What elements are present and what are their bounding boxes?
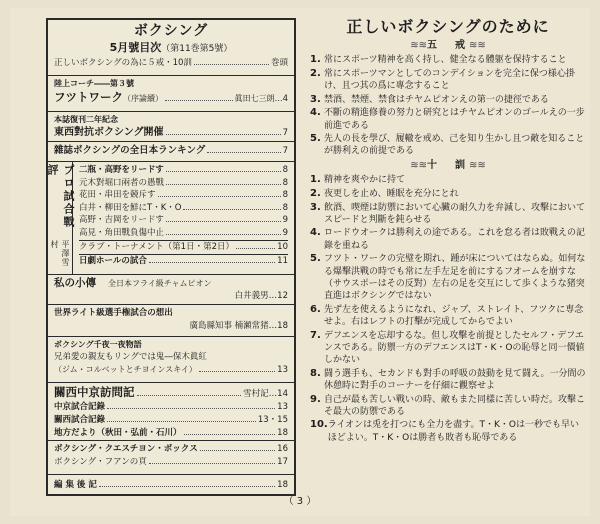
toc-section-east-west[interactable]: 本誌復刊二年紀念 東西對抗ボクシング開催 7: [48, 112, 294, 142]
toc-section-world[interactable]: 世界ライト級選手権試合の想出 廣島縣知事 楠瀬常猪 … 18: [48, 305, 294, 337]
toc-entry[interactable]: 地方だより（秋田・弘前・石川） 18: [54, 428, 288, 438]
list-item: 4. ロードウオークは勝利えの途である。これを怠る者は敗戰えの記錄を重ねる: [310, 227, 586, 251]
toc-section-night-story[interactable]: ボクシング千夜一夜物語 兄弟愛の親友もリングでは鬼―保木眞紅 （ジム・コルベットとチヨインスキイ） 13: [48, 337, 294, 383]
list-item: 5. 先人の長を學び、履轍を戒め、己を知り生かし且つ敵を知ることが勝利えの前提である: [310, 133, 585, 157]
list-item: 2. 夜更しを止め、睡眠を充分にとれ: [310, 187, 459, 199]
list-item: 9. 自己が最も苦しい戰いの時、敵もまた同樣に苦しい時だ。攻擊こそ最大の防禦である: [310, 393, 586, 417]
pro-label: プロ試合戰評: [46, 164, 75, 229]
toc-entry[interactable]: 高野・吉岡をリードす 9: [79, 215, 288, 225]
article-title: 正しいボクシングのために: [346, 17, 550, 36]
toc-section-coach[interactable]: 陸上コーチ――第３號 フツトワーク （序論續） 眞田七三朗 … 4: [48, 76, 294, 112]
list-item: 2. 常にスポーツマンとしてのコンデイションを完全に保つ様心掛け、且つ其の爲に專念すること: [310, 67, 575, 91]
ten-lessons-list: [310, 174, 586, 444]
list-item: 6. 先ず左を使えるようになれ、ジャブ、ストレイト、フツクに専念せよ。右はレフトの打擊が完成してからでよい: [310, 303, 584, 327]
list-item: 3. 禁酒、禁煙、禁食はチヤムピオンえの第一の捷徑である: [310, 93, 549, 105]
toc-entry[interactable]: 白井・柳田を鮮にT・K・O 8: [79, 202, 288, 213]
list-item: 3. 飲酒、喫煙は防禦において心臟の耐久力を弁減し、攻擊においてスピードと判斷を鈍らせる: [310, 201, 586, 225]
toc-section-kansai[interactable]: 關西中京訪問記 雪村記 … 14 中京試合記錄 13 關西試合記錄 13・15 地方だより（秋田・弘前・石川） 18: [48, 383, 294, 441]
table-of-contents: [46, 18, 296, 496]
toc-entry[interactable]: 日劇ホールの試合 11: [79, 255, 288, 266]
toc-header: [48, 20, 294, 76]
toc-entry[interactable]: 中京試合記錄 13: [54, 402, 288, 412]
toc-section-ranking[interactable]: 雜誌ボクシングの全日本ランキング 7: [48, 142, 294, 162]
five-precepts-list: [310, 54, 586, 158]
article: [310, 16, 586, 445]
toc-entry[interactable]: 高見・角田戰負傷中止 9: [79, 227, 288, 238]
toc-entry[interactable]: クラブ・トーナメント（第1日・第2日） 10: [79, 242, 288, 252]
toc-entry[interactable]: 二瓶・高野をリードす 8: [79, 165, 288, 175]
toc-entry[interactable]: 花田・串田を競斥す 8: [79, 190, 288, 200]
list-item: 10. ライオンは兎を打つにも全力を盡す。T・K・Oは一秒でも早いほどよい。T・K・Oは勝者も敗者も恥辱である: [310, 419, 579, 443]
ten-lessons-heading: ≋≋十 訓≋≋: [410, 160, 486, 172]
list-item: 5. フツト・ワークの完璧を期れ、踵が床についてはならぬ。如何なる爆擊洪戰の時でも常に左手左足を前にするフオームを崩すな（サウスポーはその反對）左右の足を交互にして歩くような猪突直進はボクシングではない: [310, 253, 586, 301]
list-item: 1. 常にスポーツ精神を高く持し、健全なる體躯を保持すること: [310, 54, 567, 65]
toc-entry[interactable]: 元木對堀口兩者の愚戰 8: [79, 177, 288, 188]
page-number: （ 3 ）: [283, 496, 317, 507]
toc-entry-lead[interactable]: 正しいボクシングの為に５戒・10訓 巻頭: [54, 58, 288, 68]
toc-section-editor[interactable]: 編 集 後 記 18: [54, 480, 288, 490]
toc-entry[interactable]: 關西試合記錄 13・15: [54, 415, 288, 425]
list-item: 1. 精神を爽やかに持て: [310, 174, 406, 186]
five-precepts-heading: ≋≋五 戒≋≋: [410, 40, 486, 51]
toc-section-biography[interactable]: 私の小傳 全日本フライ級チャムピオン 白井義男 … 12: [48, 275, 294, 305]
pro-author: 平澤雪村: [50, 239, 70, 267]
list-item: 8. 闘う選手も、セカンドも對手の呼吸の鼓動を見て闘え。一分間の休憩時に對手のコーナーを仔細に觀察せよ: [310, 367, 586, 391]
issue-title: 5月號目次（第11巻第5號）: [109, 41, 233, 54]
list-item: 7. デフエンスを忘却するな。但し攻擊を前提としたセルフ・デフエンスである。防禦一方のデフエンスはT・K・Oの恥辱と同一價値しかない: [310, 329, 585, 365]
list-item: 4. 不斷の精進修養の努力と研究とはチヤムピオンのゴールえの一步前進である: [310, 107, 585, 131]
magazine-title: ボクシング: [133, 23, 209, 39]
magazine-page: [10, 8, 590, 516]
toc-section-quiz[interactable]: ボクシング・クエスチヨン・ボックス 16 ボクシング・フアンの頁 17: [48, 441, 294, 475]
toc-section-pro: [48, 162, 294, 275]
